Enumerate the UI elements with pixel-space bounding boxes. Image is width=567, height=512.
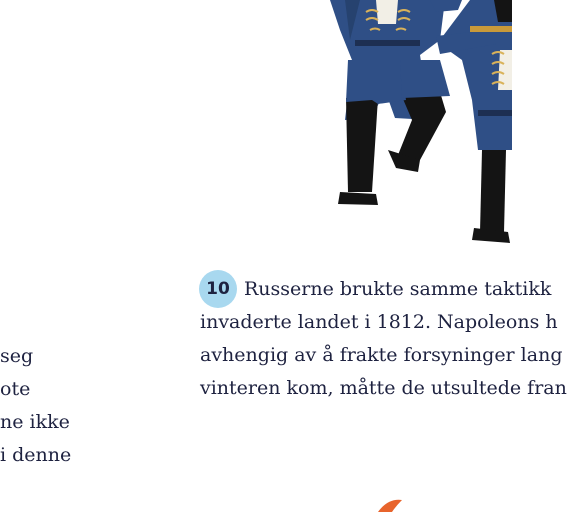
soldier-left [330, 0, 462, 205]
orange-fragment [378, 500, 402, 512]
left-line: ote [0, 378, 31, 400]
paragraph-line: Russerne brukte samme taktikk [244, 278, 552, 300]
right-column-text [200, 273, 567, 405]
left-line: ne ikke [0, 411, 70, 433]
soldier-right [436, 0, 512, 243]
paragraph-line: avhengig av å frakte forsyninger lang [200, 344, 563, 366]
left-column-text [0, 340, 80, 472]
left-line: seg [0, 345, 34, 367]
paragraph-line: vinteren kom, måtte de utsultede fran [200, 377, 567, 399]
left-line: i denne [0, 444, 72, 466]
section-number-badge: 10 [199, 270, 237, 308]
paragraph-line: invaderte landet i 1812. Napoleons h [200, 311, 558, 333]
